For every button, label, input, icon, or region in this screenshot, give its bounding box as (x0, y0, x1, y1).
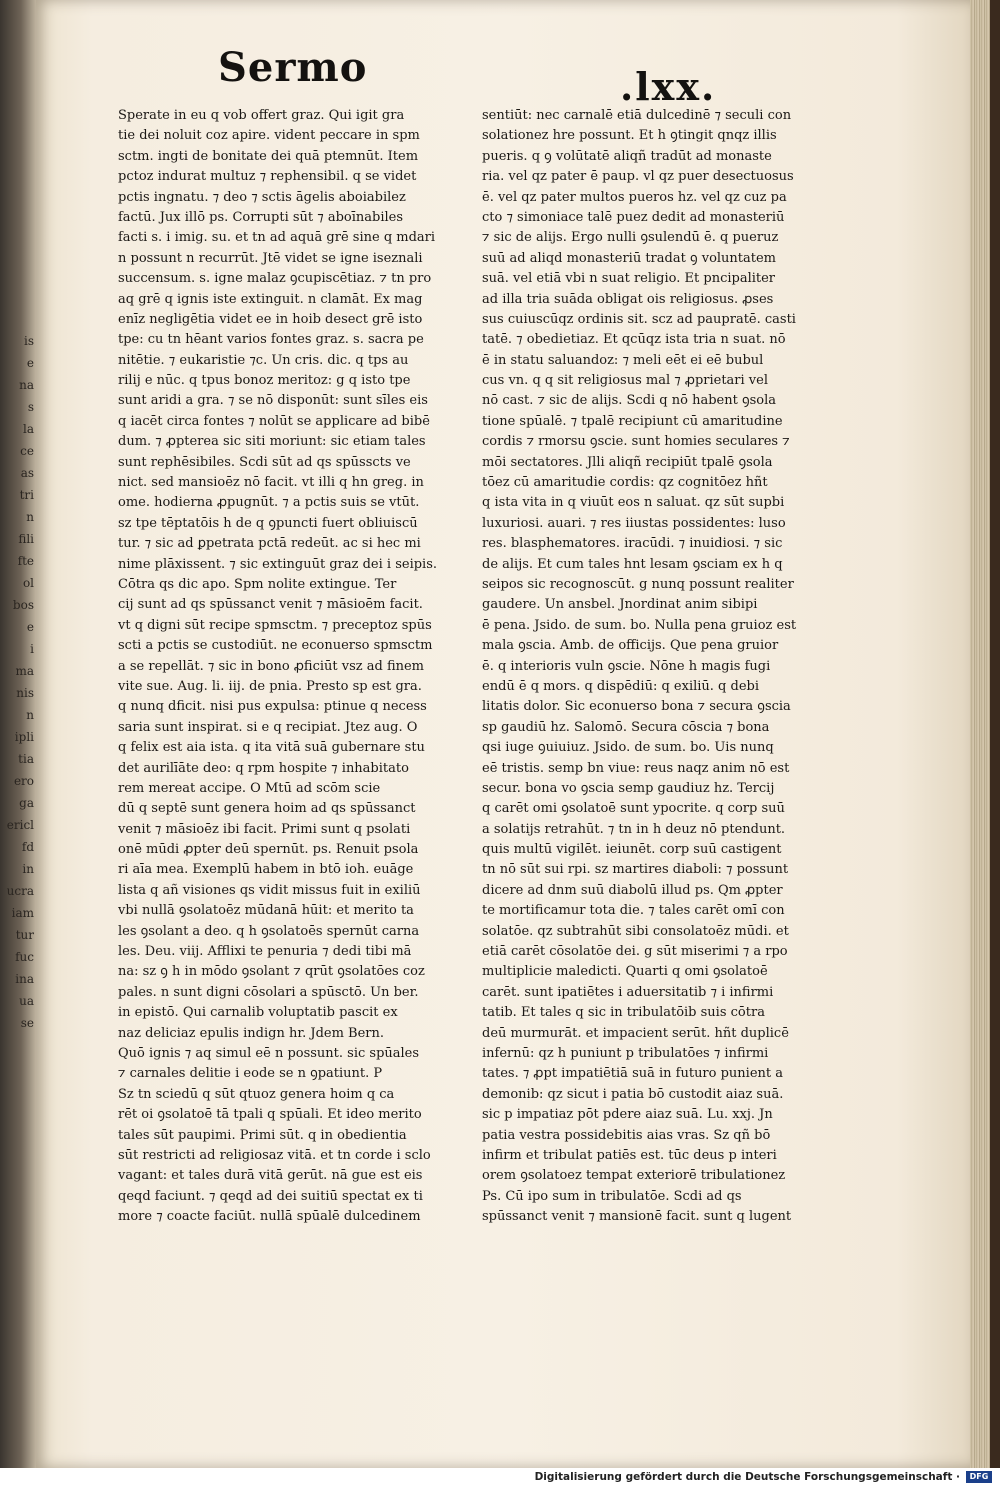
text-line: sūt restricti ad religiosaz vitā. et tn corde i sclo (118, 1147, 431, 1163)
text-line: ome. hodierna ꝓpugnūt. ⁊ a pctis suis se vtūt. (118, 495, 420, 511)
text-line: mala ꝯscia. Amb. de officijs. Que pena gruior (482, 638, 779, 654)
text-line: spūssanct venit ⁊ mansionē facit. sunt q lugent (482, 1209, 792, 1225)
text-line: solationez hre possunt. Et h ꝯtingit qnqz illis (482, 128, 777, 144)
fragment-line: fili (18, 532, 34, 546)
text-line: pueris. q ꝯ volūtatē aliqñ tradūt ad monaste (482, 148, 772, 164)
text-line: cto ⁊ simoniace talē puez dedit ad monasteriū (482, 209, 785, 225)
text-line: sentiūt: nec carnalē etiā dulcedinē ⁊ seculi con (482, 108, 792, 123)
fragment-line: fuc (15, 950, 34, 964)
fragment-line: ga (19, 796, 34, 810)
text-line: tione spūalē. ⁊ tpalē recipiunt cū amaritudine (482, 413, 783, 429)
text-line: tōez cū amaritudie cordis: qz cognitōez hñt (482, 475, 768, 491)
fragment-line: iam (11, 906, 34, 920)
fragment-line: ol (22, 576, 34, 590)
text-line: ⁊ sic de alijs. Ergo nulli ꝯsulendū ē. q pueruz (482, 230, 779, 246)
fragment-line: is (24, 334, 34, 348)
text-line: q nunq dficit. nisi pus expulsa: ptinue q necess (118, 699, 427, 715)
fragment-line: n (26, 510, 34, 524)
text-line: a se repellāt. ⁊ sic in bono ꝓficiūt vsz ad finem (118, 658, 425, 674)
fragment-line: ericl (6, 818, 34, 832)
text-line: cus vn. q q sit religiosus mal ⁊ ꝓprietari vel (482, 373, 768, 389)
text-line: sp gaudiū hz. Salomō. Secura cōscia ⁊ bona (482, 719, 770, 735)
text-line: seipos sic recognoscūt. g nunq possunt realiter (482, 576, 794, 592)
text-line: nitētie. ⁊ eukaristie ⁊c. Un cris. dic. q tps au (118, 352, 409, 368)
text-line: ad illa tria suāda obligat ois religiosus. ꝓses (482, 291, 774, 307)
text-line: tn nō sūt sui rpi. sz martires diaboli: ⁊ possunt (482, 862, 789, 878)
text-line: nime plāxissent. ⁊ sic extinguūt graz dei i seipis. (118, 556, 438, 572)
text-line: pales. n sunt digni cōsolari a spūsctō. Un ber. (118, 984, 419, 1000)
text-line: tales sūt paupimi. Primi sūt. q in obedientia (118, 1127, 407, 1143)
text-line: naz deliciaz epulis indign hr. Jdem Bern. (118, 1025, 385, 1041)
text-line: ⁊ carnales delitie i eode se n ꝯpatiunt. P (118, 1066, 383, 1082)
fragment-line: bos (12, 598, 34, 612)
text-line: suū ad aliqd monasteriū tradat ꝯ voluntatem (482, 250, 777, 266)
text-line: Cōtra qs dic apo. Spm nolite extingue. Ter (118, 576, 397, 592)
fragment-line: tri (19, 488, 34, 502)
text-line: ria. vel qz pater ē paup. vl qz puer desectuosus (482, 169, 794, 185)
fragment-line: s (27, 400, 34, 414)
fragment-line: nis (16, 686, 34, 700)
text-line: eē tristis. semp bn viue: reus naqz anim nō est (482, 760, 790, 776)
text-line: suā. vel etiā vbi n suat religio. Et pncipaliter (482, 271, 776, 287)
fragment-line: ero (13, 774, 34, 788)
text-line: q iacēt circa fontes ⁊ nolūt se applicare ad bibē (118, 413, 430, 429)
fragment-line: ina (15, 972, 34, 986)
text-line: luxuriosi. auari. ⁊ res iiustas possidentes: luso (482, 515, 786, 531)
fragment-line: e (26, 356, 34, 370)
text-line: patia vestra possidebitis aias vras. Sz qñ bō (482, 1127, 771, 1143)
text-line: secur. bona vo ꝯscia semp gaudiuz hz. Tercij (482, 780, 775, 796)
book-cover-edge (990, 0, 1000, 1468)
text-line: sz tpe tēptatōis h de q ꝯpuncti fuert obliuiscū (118, 515, 418, 531)
text-line: dum. ⁊ ꝓpterea sic siti moriunt: sic etiam tales (118, 434, 426, 450)
text-line: litatis dolor. Sic econuerso bona ⁊ secura ꝯscia (482, 699, 791, 715)
text-line: succensum. s. igne malaz ꝯcupiscētiaz. ⁊ tn pro (118, 271, 432, 287)
fragment-line: in (22, 862, 34, 876)
text-line: aq grē q ignis iste extinguit. n clamāt. Ex mag (118, 291, 423, 307)
text-line: venit ⁊ māsioēz ibi facit. Primi sunt q psolati (118, 821, 411, 837)
text-line: sctm. ingti de bonitate dei quā ptemnūt. Item (118, 148, 419, 164)
text-column-left (118, 106, 468, 1227)
running-head-left: Sermo (218, 44, 368, 91)
text-line: in epistō. Qui carnalib voluptatib pascit ex (118, 1005, 398, 1021)
fragment-line: ua (19, 994, 34, 1008)
fragment-line: na (19, 378, 34, 392)
text-line: pctoz indurat multuz ⁊ rephensibil. q se videt (118, 169, 417, 185)
text-line: solatōe. qz subtrahūt sibi consolatoēz mūdi. et (482, 923, 789, 939)
text-line: rem mereat accipe. O Mtū ad scōm scie (118, 780, 381, 796)
text-line: na: sz ꝯ h in mōdo ꝯsolant ⁊ qrūt ꝯsolatōes coz (118, 964, 425, 980)
text-line: factū. Jux illō ps. Corrupti sūt ⁊ aboīnabiles (118, 209, 404, 225)
text-line: rēt oi ꝯsolatoē tā tpali q spūali. Et ideo merito (118, 1107, 422, 1123)
text-line: Sz tn sciedū q sūt qtuoz genera hoim q ca (118, 1086, 395, 1102)
text-line: q felix est aia ista. q ita vitā suā gubernare stu (118, 740, 425, 756)
text-line: de alijs. Et cum tales hnt lesam ꝯsciam ex h q (482, 556, 783, 572)
text-line: tpe: cu tn hēant varios fontes graz. s. sacra pe (118, 332, 424, 348)
fragment-line: fte (17, 554, 34, 568)
text-line: Quō ignis ⁊ aq simul eē n possunt. sic spūales (118, 1045, 420, 1061)
text-line: sunt rephēsibiles. Scdi sūt ad qs spūsscts ve (118, 454, 411, 470)
footer-bar (0, 1468, 1000, 1487)
text-line: deū murmurāt. et impacient serūt. hñt duplicē (482, 1025, 789, 1041)
text-line: gaudere. Un ansbel. Jnordinat anim sibipi (482, 597, 758, 613)
text-line: lista q añ visiones qs vidit missus fuit in exiliū (118, 882, 421, 898)
text-line: te mortificamur tota die. ⁊ tales carēt omī con (482, 903, 785, 919)
text-line: dū q septē sunt genera hoim ad qs spūssanct (118, 801, 416, 817)
text-line: onē mūdi ꝓpter deū spernūt. ps. Renuit psola (118, 842, 419, 858)
fragment-line: ipli (14, 730, 34, 744)
text-line: nō cast. ⁊ sic de alijs. Scdi q nō habent ꝯsola (482, 393, 777, 409)
text-line: dicere ad dnm suū diabolū illud ps. Qm ꝓpter (482, 882, 783, 898)
text-line: les ꝯsolant a deo. q h ꝯsolatoēs spernūt carna (118, 923, 420, 939)
fragment-line: e (26, 620, 34, 634)
text-line: ē. q interioris vuln ꝯscie. Nōne h magis fugi (482, 658, 771, 674)
text-line: vbi nullā ꝯsolatoēz mūdanā hūit: et merito ta (118, 903, 414, 919)
text-line: ē pena. Jsido. de sum. bo. Nulla pena gruioz est (482, 617, 797, 633)
text-line: tur. ⁊ sic ad ꝑpetrata pctā redeūt. ac si hec mi (118, 536, 421, 552)
text-line: qsi iuge ꝯuiuiuz. Jsido. de sum. bo. Uis nunq (482, 740, 774, 756)
text-line: n possunt n recurrūt. Jtē videt se igne iseznali (118, 250, 423, 266)
funding-notice: Digitalisierung gefördert durch die Deutsche Forschungsgemeinschaft · (534, 1471, 960, 1483)
text-line: sic p impatiaz pōt pdere aiaz suā. Lu. xxj. Jn (482, 1107, 773, 1123)
text-line: q carēt omi ꝯsolatoē sunt ypocrite. q corp suū (482, 801, 785, 817)
text-line: ē in statu saluandoz: ⁊ meli eēt ei eē bubul (482, 352, 764, 368)
text-line: infirm et tribulat patiēs est. tūc deus p interi (482, 1147, 777, 1163)
text-line: ri aīa mea. Exemplū habem in btō ioh. euāge (118, 862, 414, 878)
text-line: cij sunt ad qs spūssanct venit ⁊ māsioēm facit. (118, 597, 423, 613)
fragment-line: as (20, 466, 34, 480)
fragment-line: tur (15, 928, 34, 942)
text-line: res. blasphematores. iracūdi. ⁊ inuidiosi. ⁊ sic (482, 536, 783, 552)
fragment-line: fd (21, 840, 34, 854)
text-line: tatib. Et tales q sic in tribulatōib suis cōtra (482, 1005, 765, 1021)
text-line: Ps. Cū ipo sum in tribulatōe. Scdi ad qs (482, 1188, 742, 1204)
text-line: ē. vel qz pater multos pueros hz. vel qz cuz pa (482, 189, 787, 205)
text-line: rilij e nūc. q tpus bonoz meritoz: g q isto tpe (118, 373, 411, 389)
text-line: Sperate in eu q vob offert graz. Qui igit gra (118, 108, 405, 123)
text-line: more ⁊ coacte faciūt. nullā spūalē dulcedinem (118, 1209, 421, 1225)
text-line: saria sunt inspirat. si e q recipiat. Jtez aug. O (118, 719, 418, 735)
fragment-line: n (26, 708, 34, 722)
text-line: qeqd faciunt. ⁊ qeqd ad dei suitiū spectat ex ti (118, 1188, 423, 1204)
text-line: tie dei noluit coz apire. vident peccare in spm (118, 128, 420, 144)
text-line: demonib: qz sicut i patia bō custodit aiaz suā. (482, 1086, 784, 1102)
text-line: tates. ⁊ ꝓpt impatiētiā suā in futuro punient a (482, 1066, 784, 1082)
fragment-line: i (30, 642, 34, 656)
left-page-text-fragments (0, 330, 36, 1210)
text-line: nict. sed mansioēz nō facit. vt illi q hn greg. in (118, 475, 424, 491)
fragment-line: ucra (6, 884, 34, 898)
text-line: vagant: et tales durā vitā gerūt. nā gue est eis (118, 1168, 423, 1184)
text-line: a solatijs retrahūt. ⁊ tn in h deuz nō ptendunt. (482, 821, 786, 837)
text-line: multiplicie maledicti. Quarti q omi ꝯsolatoē (482, 964, 768, 980)
text-line: orem ꝯsolatoez tempat exteriorē tribulationez (482, 1168, 786, 1184)
text-line: quis multū vigilēt. ieiunēt. corp suū castigent (482, 842, 782, 858)
text-line: cordis ⁊ rmorsu ꝯscie. sunt homies seculares ⁊ (482, 434, 790, 450)
text-line: vite sue. Aug. li. iij. de pnia. Presto sp est gra. (118, 678, 422, 694)
text-line: pctis ingnatu. ⁊ deo ⁊ sctis āgelis aboiabilez (118, 189, 406, 205)
text-column-right (482, 106, 832, 1227)
text-line: q ista vita in q viuūt eos n saluat. qz sūt supbi (482, 495, 785, 511)
fragment-line: se (20, 1016, 34, 1030)
text-line: etiā carēt cōsolatōe dei. g sūt miserimi ⁊ a rpo (482, 944, 788, 960)
text-line: infernū: qz h puniunt p tribulatōes ⁊ infirmi (482, 1045, 769, 1061)
text-line: mōi sectatores. Jlli aliqñ recipiūt tpalē ꝯsola (482, 454, 773, 470)
text-line: facti s. i imig. su. et tn ad aquā grē sine q mdari (118, 230, 436, 246)
text-line: carēt. sunt ipatiētes i aduersitatib ⁊ i infirmi (482, 984, 774, 1000)
text-line: endū ē q mors. q dispēdiū: q exiliū. q debi (482, 678, 759, 694)
text-line: les. Deu. viij. Afflixi te penuria ⁊ dedi tibi mā (118, 944, 412, 960)
text-line: sus cuiuscūqz ordinis sit. scz ad paupratē. casti (482, 311, 796, 327)
fragment-line: tia (18, 752, 34, 766)
text-line: enīz negligētia videt ee in hoib desect grē isto (118, 311, 423, 327)
fragment-line: la (23, 422, 34, 436)
text-line: vt q digni sūt recipe spmsctm. ⁊ preceptoz spūs (118, 617, 432, 633)
text-line: sunt aridi a gra. ⁊ se nō disponūt: sunt sīles eis (118, 393, 428, 409)
folio-number: .lxx. (620, 64, 717, 109)
fragment-line: ma (15, 664, 34, 678)
text-line: scti a pctis se custodiūt. ne econuerso spmsctm (118, 638, 433, 654)
text-line: det aurilīāte deo: q rpm hospite ⁊ inhabitato (118, 760, 409, 776)
fragment-line: ce (20, 444, 34, 458)
dfg-logo: DFG (966, 1471, 992, 1483)
text-line: tatē. ⁊ obedietiaz. Et qcūqz ista tria n suat. nō (482, 332, 786, 348)
